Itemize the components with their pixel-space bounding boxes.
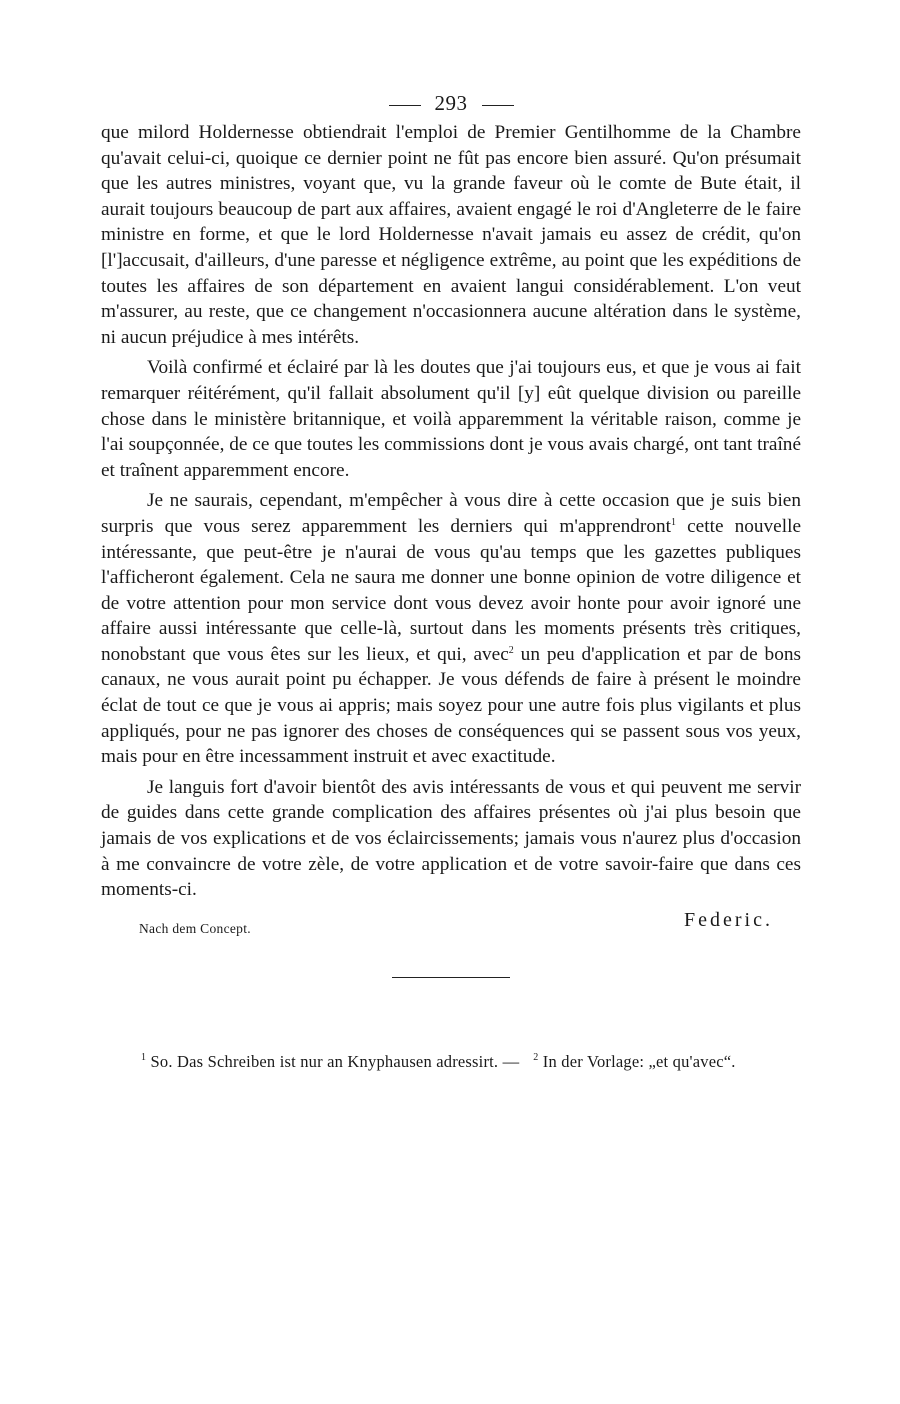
- paragraph-1: que milord Holdernesse obtiendrait l'emploi de Premier Gentilhomme de la Chambre qu'avait celui-ci, quoique ce dernier point ne fût pas encore bien assuré. Qu'on présumait que les autres ministres, voyant que, vu la grande faveur où le comte de Bute était, il aurait toujours beaucoup de part aux affaires, avaient engagé le roi d'Angleterre de le faire ministre en forme, et que le lord Holdernesse n'avait jamais eu assez de crédit, qu'on [l']accusait, d'ailleurs, d'une paresse et négligence extrême, au point que les expéditions de toutes les affaires de son département en avaient langui considérablement. L'on veut m'assurer, au reste, que ce changement n'occasionnera aucune altération dans le système, ni aucun préjudice à mes intérêts.: [101, 122, 801, 348]
- paragraph-3: [101, 488, 801, 770]
- footnote-2-text: In der Vorlage: „et qu'avec“.: [538, 1051, 736, 1071]
- paragraph-4: Je languis fort d'avoir bientôt des avis intéressants de vous et qui peuvent me servir de guides dans cette grande complication des affaires présentes où j'ai plus besoin que jamais de vos explications et de vos éclaircissements; jamais vous n'aurez plus d'occasion à me convaincre de votre zèle, de votre application et de votre savoir-faire que dans ces moments-ci.: [101, 776, 801, 901]
- footnote-ref-2: 2: [508, 644, 514, 656]
- source-note: Nach dem Concept.: [139, 920, 251, 936]
- page-number-header: [101, 86, 801, 120]
- page-number: 293: [434, 91, 468, 115]
- paragraph-3-part-a: Je ne saurais, cependant, m'empêcher à vous dire à cette occasion que je suis bien surpris que vous serez apparemment les derniers qui m'apprendront: [101, 490, 801, 537]
- footnotes: [101, 1050, 801, 1074]
- paragraph-3-part-b: cette nouvelle intéressante, que peut-être je n'aurai de vous qu'au temps que les gazettes publiques l'afficheront également. Cela ne saura me donner une bonne opinion de votre diligence et de votre attention pour mon service dont vous devez avoir honte pour avoir ignoré une affaire aussi intéressante que celle-là, surtout dans les moments présents très critiques, nonobstant que vous êtes sur les lieux, et qui, avec: [101, 515, 802, 665]
- paragraph-3-part-c: un peu d'application et par de bons canaux, ne vous aurait point pu échapper. Je vous défends de faire à présent le moindre éclat de tout ce que je vous ai appris; mais soyez pour une autre fois plus vigilants et plus appliqués, pour ne pas ignorer des choses de conséquences qui se passent sous vos yeux, mais pour en être incessamment instruit et avec exactitude.: [101, 643, 801, 768]
- closing-block: [101, 907, 801, 947]
- paragraph-2: Voilà confirmé et éclairé par là les doutes que j'ai toujours eus, et que je vous ai fait remarquer réitérément, qu'il fallait absolument qu'il [y] eût quelque division ou pareille chose dans le ministère britannique, et voilà apparemment la véritable raison, comme je l'ai soupçonnée, de ce que toutes les commissions dont je vous avais chargé, ont tant traîné et traînent apparemment encore.: [101, 357, 801, 481]
- signature: Federic.: [684, 908, 773, 931]
- left-dash: [389, 105, 421, 106]
- footnote-1-text: So. Das Schreiben ist nur an Knyphausen adressirt. —: [146, 1051, 520, 1071]
- document-page: [101, 86, 801, 1074]
- footnote-marker-1: 1: [141, 1051, 147, 1063]
- right-dash: [482, 105, 514, 106]
- footnote-ref-1: 1: [671, 516, 676, 528]
- footnote-marker-2: 2: [533, 1051, 539, 1063]
- footnote-separator: [392, 977, 510, 978]
